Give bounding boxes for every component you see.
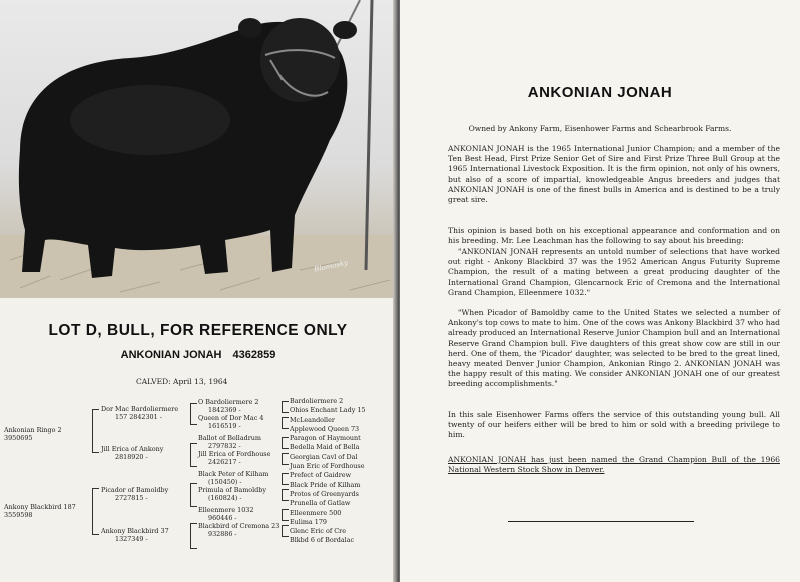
pedigree-g3 bbox=[198, 398, 279, 538]
pedigree-name: Picador of Bamoldby bbox=[101, 486, 169, 494]
right-page bbox=[400, 0, 800, 582]
pedigree-name: Protos of Greenyards bbox=[290, 489, 359, 498]
pedigree-bracket bbox=[282, 417, 289, 429]
pedigree-reg: 2797832 - bbox=[208, 442, 241, 450]
pedigree-bracket bbox=[282, 437, 289, 449]
pedigree-reg: 157 2842301 - bbox=[115, 413, 162, 421]
paragraph-grand-champion: ANKONIAN JONAH has just been named the Grand Champion Bull of the 1966 National Western Stock Show in Denver. bbox=[448, 455, 780, 475]
pedigree-name: Georgian Cavl of Dal bbox=[290, 452, 358, 461]
pedigree-reg: 1327349 - bbox=[115, 535, 148, 543]
registration-number: 4362859 bbox=[232, 349, 276, 361]
pedigree-name: Black Pride of Kilham bbox=[290, 480, 361, 489]
pedigree-name: Black Peter of Kilham bbox=[198, 470, 269, 478]
pedigree-name: Jill Erica of Fordhouse bbox=[198, 450, 271, 458]
horizontal-rule bbox=[508, 521, 694, 522]
pedigree-name: Applewood Queen 73 bbox=[290, 424, 360, 433]
pedigree-reg: (150450) - bbox=[208, 478, 242, 486]
photographer-signature: Blomosky bbox=[313, 258, 349, 274]
pedigree-bracket bbox=[92, 488, 99, 535]
pedigree-bracket bbox=[282, 509, 289, 521]
pedigree-name: Queen of Dor Mac 4 bbox=[198, 414, 264, 422]
pedigree-bracket bbox=[282, 489, 289, 501]
pedigree-name: Bedella Maid of Bella bbox=[290, 443, 360, 452]
animal-registration-line bbox=[0, 349, 396, 361]
page-title: ANKONIAN JONAH bbox=[527, 84, 673, 101]
pedigree-name: O Bardoliermere 2 bbox=[198, 398, 259, 406]
pedigree-name: Paragon of Haymount bbox=[290, 434, 361, 443]
pedigree-name: Ballot of Belladrum bbox=[198, 434, 261, 442]
left-page bbox=[0, 0, 396, 582]
pedigree-reg: 2818920 - bbox=[115, 453, 148, 461]
pedigree-bracket bbox=[190, 523, 197, 549]
pedigree-bracket bbox=[92, 409, 99, 453]
pedigree-name: Elleenmere 1032 bbox=[198, 506, 254, 514]
pedigree-name: Prefect of Gaidrew bbox=[290, 471, 352, 480]
lot-title: LOT D, BULL, FOR REFERENCE ONLY bbox=[48, 322, 348, 339]
pedigree-name: Blkbd 6 of Bordalac bbox=[290, 536, 355, 545]
pedigree-g4 bbox=[290, 397, 365, 546]
pedigree-name: Dor Mac Bardoliermere bbox=[101, 405, 179, 413]
pedigree-reg: 932886 - bbox=[208, 530, 237, 538]
pedigree-name: Prunella of Gatlaw bbox=[290, 499, 351, 508]
pedigree-bracket bbox=[282, 453, 289, 465]
animal-name: ANKONIAN JONAH bbox=[120, 349, 222, 361]
pedigree-dam-sire bbox=[101, 486, 168, 502]
calved-date: CALVED: April 13, 1964 bbox=[136, 377, 228, 386]
pedigree-reg: 960446 - bbox=[208, 514, 237, 522]
pedigree-bracket bbox=[190, 483, 197, 507]
pedigree-name: Elleenmere 500 bbox=[290, 508, 342, 517]
paragraph-opinion: This opinion is based both on his exceptional appearance and conformation and on his breeding. Mr. Lee Leachman has the following to say about his breeding: bbox=[448, 226, 780, 246]
pedigree-reg: 1616519 - bbox=[208, 422, 241, 430]
pedigree-name: Ankony Blackbird 37 bbox=[101, 527, 169, 535]
pedigree-reg: 3559598 bbox=[4, 511, 33, 519]
pedigree-name: Ohios Enchant Lady 15 bbox=[290, 406, 366, 415]
pedigree-reg: 3950695 bbox=[4, 434, 33, 442]
pedigree-name: Blackbird of Cremona 23 bbox=[198, 522, 280, 530]
pedigree-name: Juan Eric of Fordhouse bbox=[290, 462, 365, 471]
pedigree-bracket bbox=[190, 443, 197, 467]
pedigree-name: Ankonian Ringo 2 bbox=[4, 426, 62, 434]
pedigree-name: Eulima 179 bbox=[290, 517, 327, 526]
pedigree-reg: 2426217 - bbox=[208, 458, 241, 466]
pedigree-bracket bbox=[282, 525, 289, 537]
pedigree-name: Glenc Eric of Cre bbox=[290, 527, 347, 536]
pedigree-bracket bbox=[190, 403, 197, 425]
bull-photo bbox=[0, 0, 396, 298]
ownership-line: Owned by Ankony Farm, Eisenhower Farms and Schearbrook Farms. bbox=[468, 124, 732, 133]
pedigree-name: Bardoliermere 2 bbox=[290, 397, 344, 405]
pedigree-name: Jill Erica of Ankony bbox=[101, 445, 164, 453]
pedigree-dam bbox=[4, 503, 76, 519]
paragraph-quote-2: "When Picador of Bamoldby came to the United States we selected a number of Ankony's top cows to mate to him. One of the cows was Ankony Blackbird 37 who had already produced an International Reserve Junior Champion bull and an International Reserve Grand Champion bull. Five daughters of this great show cow are still in our herd. One of them, the 'Picador' daughter, was selected to be bred to the great lined, heavy meated Denver Junior Champion, Ankonian Ringo 2. ANKONIAN JONAH was the happy result of this mating. We consider ANKONIAN JONAH one of our greatest breeding accomplishments." bbox=[448, 308, 780, 389]
pedigree-name: Ankony Blackbird 187 bbox=[4, 503, 76, 511]
paragraph-sale: In this sale Eisenhower Farms offers the service of this outstanding young bull. All twenty of our heifers either will be bred to him or sold with a breeding privilege to him. bbox=[448, 410, 780, 440]
pedigree-sire bbox=[4, 426, 62, 442]
paragraph-awards: ANKONIAN JONAH is the 1965 International Junior Champion; and a member of the Ten Best Head, First Prize Senior Get of Sire and First Prize Three Bull Group at the 1965 International Livestock Exposition. It is the firm opinion, not only of his owners, but also of a score of impartial, knowledgeable Angus breeders and judges that ANKONIAN JONAH is one of the finest bulls in America and is destined to be a truly great sire. bbox=[448, 144, 780, 205]
pedigree-name: Primula of Bamoldby bbox=[198, 486, 266, 494]
pedigree-reg: (160824) - bbox=[208, 494, 242, 502]
pedigree-name: McLeandoller bbox=[290, 415, 335, 424]
pedigree-reg: 1842369 - bbox=[208, 406, 241, 414]
pedigree-reg: 2727815 - bbox=[115, 494, 148, 502]
pedigree-sire-dam bbox=[101, 445, 163, 461]
pedigree-bracket bbox=[282, 401, 289, 413]
pedigree-sire-sire bbox=[101, 405, 178, 421]
paragraph-quote-1: "ANKONIAN JONAH represents an untold number of selections that have worked out right - Ankony Blackbird 37 was the 1952 American Angus Futurity Supreme Champion, the result of a mating between a great producing daughter of the International Grand Champion, Glencarnock Eric of Cremona and the International Grand Champion, Elleenmere 1032." bbox=[448, 247, 780, 297]
pedigree-bracket bbox=[282, 473, 289, 485]
pedigree-dam-dam bbox=[101, 527, 169, 543]
bull-illustration bbox=[0, 0, 396, 298]
